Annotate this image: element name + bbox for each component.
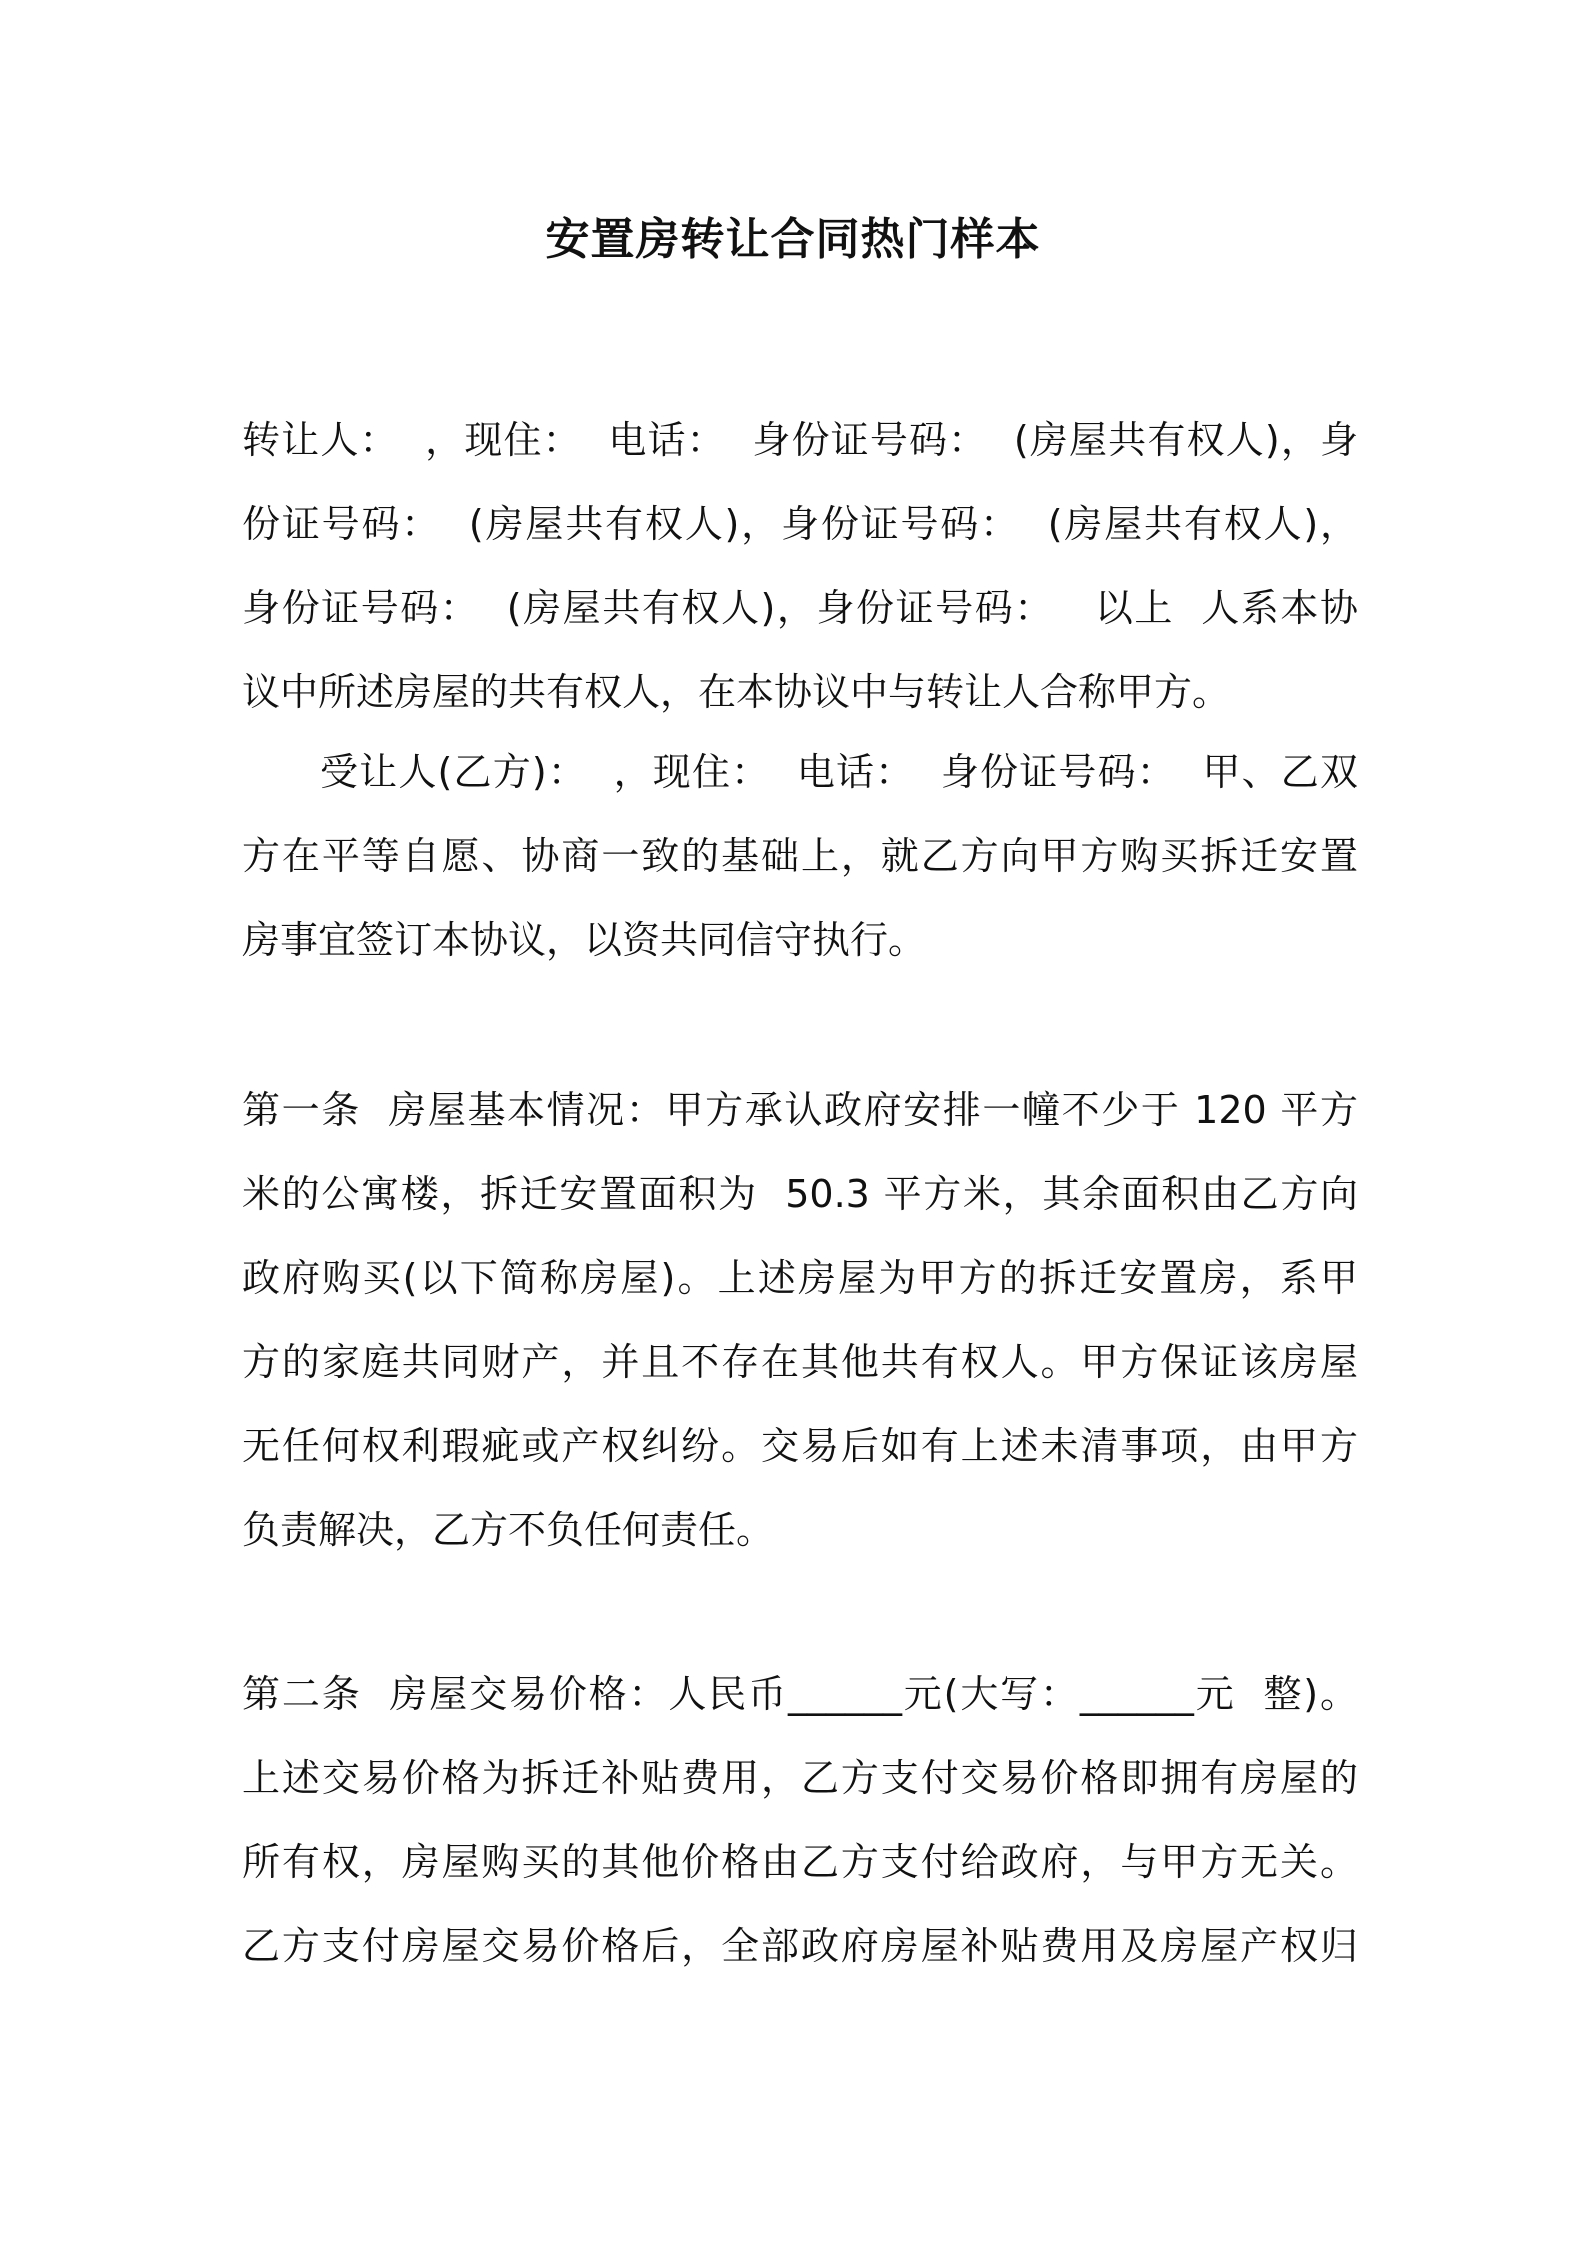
document-title: 安置房转让合同热门样本 xyxy=(545,214,1041,265)
paragraph-line: 方的家庭共同财产，并且不存在其他共有权人。甲方保证该房屋 xyxy=(242,1340,1358,1384)
paragraph-line: 所有权，房屋购买的其他价格由乙方支付给政府，与甲方无关。 xyxy=(242,1840,1358,1884)
paragraph-line: 米的公寓楼，拆迁安置面积为 50.3 平方米，其余面积由乙方向 xyxy=(242,1172,1358,1216)
paragraph-line: 乙方支付房屋交易价格后，全部政府房屋补贴费用及房屋产权归 xyxy=(242,1924,1358,1968)
paragraph-line: 第一条 房屋基本情况：甲方承认政府安排一幢不少于 120 平方 xyxy=(242,1088,1358,1132)
paragraph-line: 上述交易价格为拆迁补贴费用，乙方支付交易价格即拥有房屋的 xyxy=(242,1756,1358,1800)
paragraph-line: 负责解决，乙方不负任何责任。 xyxy=(242,1508,775,1552)
paragraph-line: 受让人(乙方)： ，现住： 电话： 身份证号码： 甲、乙双 xyxy=(320,750,1358,794)
paragraph-line: 议中所述房屋的共有权人，在本协议中与转让人合称甲方。 xyxy=(242,670,1231,714)
paragraph-line: 房事宜签订本协议，以资共同信守执行。 xyxy=(242,918,927,962)
paragraph-article-2 xyxy=(242,1652,1358,1988)
paragraph-parties-transferee xyxy=(242,730,1358,982)
paragraph-line: 无任何权利瑕疵或产权纠纷。交易后如有上述未清事项，由甲方 xyxy=(242,1424,1358,1468)
paragraph-line: 份证号码： (房屋共有权人)，身份证号码： (房屋共有权人)， xyxy=(242,502,1358,546)
paragraph-parties-transferor xyxy=(242,398,1358,734)
paragraph-line: 身份证号码： (房屋共有权人)，身份证号码： 以上 人系本协 xyxy=(242,586,1358,630)
paragraph-line: 方在平等自愿、协商一致的基础上，就乙方向甲方购买拆迁安置 xyxy=(242,834,1358,878)
paragraph-line: 政府购买(以下简称房屋)。上述房屋为甲方的拆迁安置房，系甲 xyxy=(242,1256,1358,1300)
paragraph-line: 第二条 房屋交易价格：人民币______元(大写：______元 整)。 xyxy=(242,1672,1358,1716)
paragraph-line: 转让人： ，现住： 电话： 身份证号码： (房屋共有权人)，身 xyxy=(242,418,1358,462)
paragraph-article-1 xyxy=(242,1068,1358,1572)
